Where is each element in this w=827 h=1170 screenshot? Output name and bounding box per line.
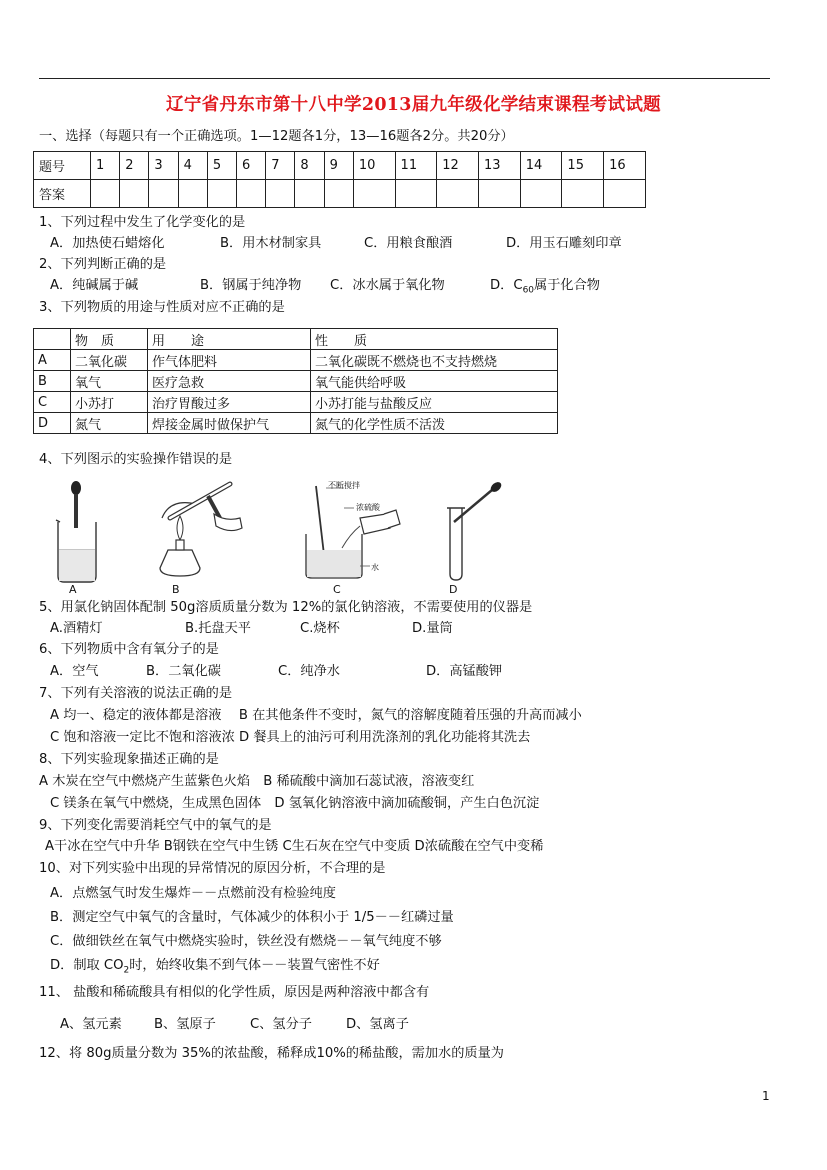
question-9-options: A干冰在空气中升华 B钢铁在空气中生锈 C生石灰在空气中变质 D浓硫酸在空气中变稀: [45, 839, 544, 854]
question-11-stem: 11、 盐酸和稀硫酸具有相似的化学性质，原因是两种溶液中都含有: [39, 985, 430, 1000]
option-b: B．用木材制家具: [220, 236, 322, 251]
table-cell: 2: [120, 152, 149, 180]
figure-label-b: B: [172, 583, 180, 596]
table-cell: 焊接金属时做保护气: [148, 413, 311, 434]
figure-label-d: D: [449, 583, 458, 596]
answer-cell[interactable]: [91, 180, 120, 208]
table-cell: 氧气: [71, 371, 148, 392]
answer-cell[interactable]: [562, 180, 604, 208]
table-header-row: [34, 329, 558, 350]
table-header: 物 质: [71, 329, 148, 350]
option-b: B.托盘天平: [185, 621, 251, 636]
option-d: D．$C_{60}$属于化合物: [490, 278, 600, 296]
table-cell: 3: [149, 152, 178, 180]
option-a: A．空气: [50, 664, 99, 679]
figure-b-heating: [150, 478, 250, 583]
table-cell: A: [34, 350, 71, 371]
figure-d-testtube: [436, 482, 506, 582]
option-d: D.量筒: [412, 621, 453, 636]
option-b: B．二氧化碳: [146, 664, 221, 679]
table-cell: 14: [520, 152, 562, 180]
table-cell: C: [34, 392, 71, 413]
question-6-stem: 6、下列物质中含有氧分子的是: [39, 642, 219, 657]
option-b: B．钢属于纯净物: [200, 278, 302, 293]
option-c: C．用粮食酿酒: [364, 236, 453, 251]
table-cell: 二氧化碳: [71, 350, 148, 371]
question-1-options: [0, 235, 827, 253]
table-cell: 12: [437, 152, 479, 180]
table-row: [34, 180, 646, 208]
table-cell: 5: [207, 152, 236, 180]
answer-cell[interactable]: [353, 180, 395, 208]
option-a: A．纯碱属于碱: [50, 278, 139, 293]
answer-cell[interactable]: [178, 180, 207, 208]
table-cell: 氮气: [71, 413, 148, 434]
table-row: [34, 350, 558, 371]
question-8-line-1: A 木炭在空气中燃烧产生蓝紫色火焰 B 稀硫酸中滴加石蕊试液，溶液变红: [39, 774, 475, 789]
figure-c-dilution: [298, 478, 408, 583]
table-cell: 氧气能供给呼吸: [311, 371, 558, 392]
table-cell: 二氧化碳既不燃烧也不支持燃烧: [311, 350, 558, 371]
table-cell: 1: [91, 152, 120, 180]
answer-cell[interactable]: [295, 180, 324, 208]
option-a: A、氢元素: [60, 1017, 122, 1032]
table-cell: 题号: [34, 152, 91, 180]
answer-cell[interactable]: [120, 180, 149, 208]
answer-cell[interactable]: [395, 180, 437, 208]
figure-note-stir: 不断搅拌: [328, 481, 360, 490]
option-d: D．用玉石雕刻印章: [506, 236, 622, 251]
figure-a-dropper: [50, 478, 105, 588]
option-d: D、氢离子: [346, 1017, 409, 1032]
table-cell: 小苏打: [71, 392, 148, 413]
table-cell: 4: [178, 152, 207, 180]
question-12-stem: 12、将 80g质量分数为 35%的浓盐酸，稀释成10%的稀盐酸，需加水的质量为: [39, 1046, 504, 1061]
question-5-stem: 5、用氯化钠固体配制 50g溶质质量分数为 12%的氯化钠溶液，不需要使用的仪器是: [39, 600, 533, 615]
question-10-option-d: D．制取 $CO_2$时，始终收集不到气体－－装置气密性不好: [50, 958, 380, 976]
page-title: 辽宁省丹东市第十八中学2013届九年级化学结束课程考试试题: [166, 95, 661, 115]
question-2-stem: 2、下列判断正确的是: [39, 257, 167, 272]
answer-cell[interactable]: [437, 180, 479, 208]
table-cell: 9: [324, 152, 353, 180]
answer-cell[interactable]: [478, 180, 520, 208]
answer-cell[interactable]: [207, 180, 236, 208]
table-cell: 医疗急救: [148, 371, 311, 392]
answer-cell[interactable]: [237, 180, 266, 208]
table-row: [34, 392, 558, 413]
table-cell: B: [34, 371, 71, 392]
question-11-options: [0, 1016, 827, 1034]
question-8-stem: 8、下列实验现象描述正确的是: [39, 752, 219, 767]
question-3-stem: 3、下列物质的用途与性质对应不正确的是: [39, 300, 285, 315]
table-cell: D: [34, 413, 71, 434]
table-cell: 8: [295, 152, 324, 180]
flame-icon: [177, 516, 183, 540]
table-row: [34, 371, 558, 392]
question-10-option-c: C．做细铁丝在氧气中燃烧实验时，铁丝没有燃烧－－氧气纯度不够: [50, 934, 442, 949]
option-d: D．高锰酸钾: [426, 664, 503, 679]
alcohol-lamp-icon: [160, 550, 200, 576]
page-number: 1: [762, 1089, 770, 1103]
table-cell: 治疗胃酸过多: [148, 392, 311, 413]
table-cell: 16: [604, 152, 646, 180]
option-c: C．冰水属于氧化物: [330, 278, 445, 293]
question-10-option-a: A．点燃氢气时发生爆炸－－点燃前没有检验纯度: [50, 886, 336, 901]
figure-note-acid: 浓硫酸: [356, 503, 380, 512]
table-cell: 10: [353, 152, 395, 180]
table-row: [34, 413, 558, 434]
dropper-icon: [454, 490, 492, 522]
question-8-line-2: C 镁条在氧气中燃烧，生成黑色固体 D 氢氧化钠溶液中滴加硫酸铜，产生白色沉淀: [50, 796, 540, 811]
option-c: C、氢分子: [250, 1017, 312, 1032]
hand-icon: [214, 514, 242, 531]
option-a: A．加热使石蜡熔化: [50, 236, 165, 251]
table-cell: 答案: [34, 180, 91, 208]
question-10-stem: 10、对下列实验中出现的异常情况的原因分析，不合理的是: [39, 861, 386, 876]
table-header: 性 质: [311, 329, 558, 350]
question-7-line-2: C 饱和溶液一定比不饱和溶液浓 D 餐具上的油污可利用洗涤剂的乳化功能将其洗去: [50, 730, 531, 745]
question-1-stem: 1、下列过程中发生了化学变化的是: [39, 215, 246, 230]
dropper-bulb-icon: [71, 481, 81, 495]
answer-cell[interactable]: [604, 180, 646, 208]
question-7-line-1: A 均一、稳定的液体都是溶液 B 在其他条件不变时，氮气的溶解度随着压强的升高而减小: [50, 708, 582, 723]
answer-cell[interactable]: [266, 180, 295, 208]
figure-note-water: 水: [371, 563, 379, 572]
answer-cell[interactable]: [520, 180, 562, 208]
option-c: C．纯净水: [278, 664, 340, 679]
question-5-options: [0, 620, 827, 638]
table-cell: 6: [237, 152, 266, 180]
section-heading: 一、选择（每题只有一个正确选项。1—12题各1分，13—16题各2分。共20分）: [39, 129, 514, 144]
figure-label-c: C: [333, 583, 341, 596]
table-cell: 11: [395, 152, 437, 180]
question-7-stem: 7、下列有关溶液的说法正确的是: [39, 686, 233, 701]
option-b: B、氢原子: [154, 1017, 216, 1032]
question-4-stem: 4、下列图示的实验操作错误的是: [39, 452, 233, 467]
table-header: 用 途: [148, 329, 311, 350]
option-c: C.烧杯: [300, 621, 340, 636]
table-cell: 15: [562, 152, 604, 180]
table-cell: 作气体肥料: [148, 350, 311, 371]
table-cell: 7: [266, 152, 295, 180]
figure-label-a: A: [69, 583, 77, 596]
table-header: [34, 329, 71, 350]
header-rule: [39, 78, 770, 79]
answer-cell[interactable]: [149, 180, 178, 208]
question-6-options: [0, 663, 827, 681]
table-row: [34, 152, 646, 180]
question-10-option-b: B．测定空气中氧气的含量时，气体减少的体积小于 1/5－－红磷过量: [50, 910, 454, 925]
option-a: A.酒精灯: [50, 621, 103, 636]
properties-table: [33, 328, 558, 434]
table-cell: 小苏打能与盐酸反应: [311, 392, 558, 413]
answer-cell[interactable]: [324, 180, 353, 208]
question-9-stem: 9、下列变化需要消耗空气中的氧气的是: [39, 818, 272, 833]
answer-table: [33, 151, 646, 208]
question-2-options: [0, 277, 827, 295]
table-cell: 13: [478, 152, 520, 180]
table-cell: 氮气的化学性质不活泼: [311, 413, 558, 434]
